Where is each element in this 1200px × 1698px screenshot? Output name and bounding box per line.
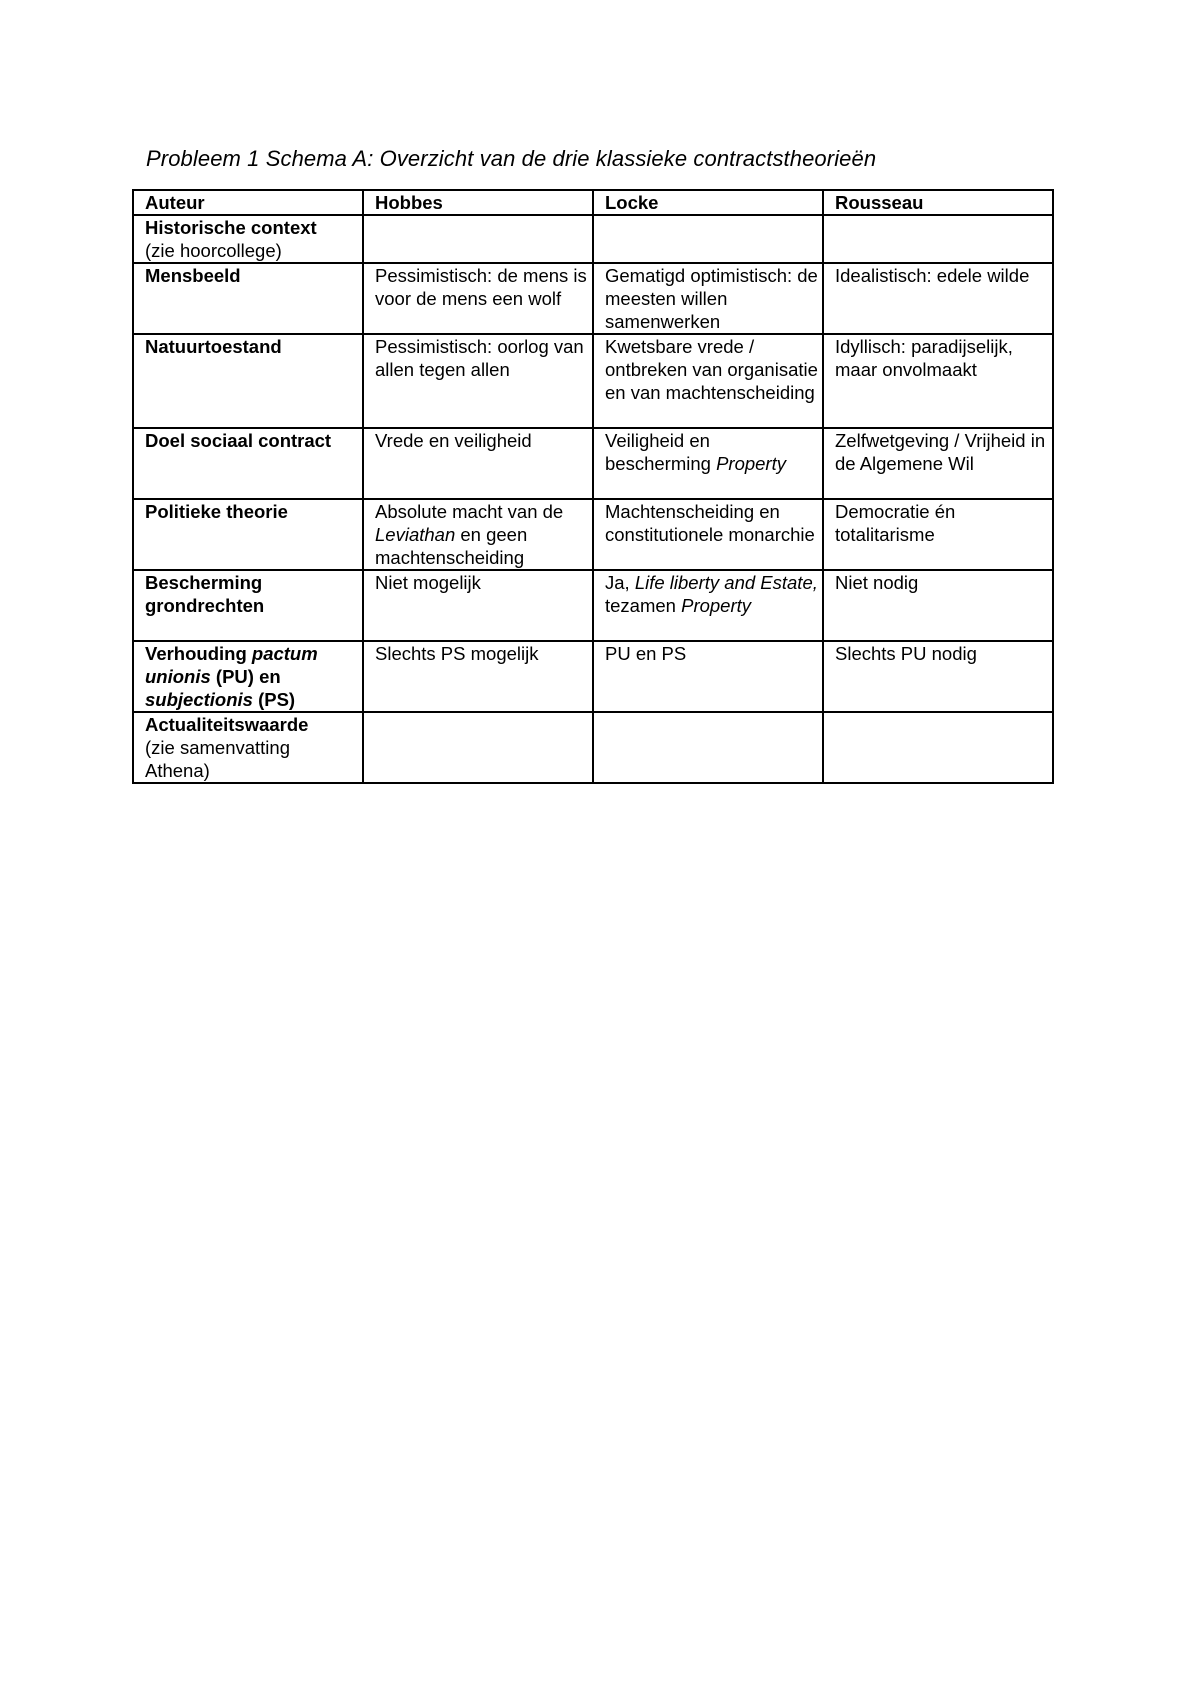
table-row <box>133 570 1053 641</box>
cell-hobbes <box>363 215 593 263</box>
cell-locke: PU en PS <box>593 641 823 712</box>
row-label-text: Verhouding <box>145 643 252 664</box>
row-label-text: (PS) <box>252 689 296 710</box>
cell-hobbes: Niet mogelijk <box>363 570 593 641</box>
row-label-emphasis: subjectionis <box>145 689 253 710</box>
cell-emphasis: Property <box>716 453 786 474</box>
cell-locke <box>593 570 823 641</box>
cell-hobbes: Pessimistisch: oorlog van allen tegen allen <box>363 334 593 428</box>
row-label-verhouding <box>133 641 363 712</box>
cell-locke <box>593 215 823 263</box>
cell-locke: Machtenscheiding en constitutionele monarchie <box>593 499 823 570</box>
row-label-grondrechten: Bescherming grondrechten <box>133 570 363 641</box>
cell-emphasis: Leviathan <box>375 524 456 545</box>
row-label-historische-context <box>133 215 363 263</box>
table-row <box>133 215 1053 263</box>
header-rousseau: Rousseau <box>823 190 1053 215</box>
document-title: Probleem 1 Schema A: Overzicht van de drie klassieke contractstheorieën <box>146 146 877 171</box>
row-label-emphasis: pactum unionis <box>145 643 318 687</box>
table-row <box>133 712 1053 783</box>
cell-hobbes: Vrede en veiligheid <box>363 428 593 499</box>
row-label-natuurtoestand: Natuurtoestand <box>133 334 363 428</box>
table-row <box>133 334 1053 428</box>
cell-text: tezamen <box>605 595 682 616</box>
cell-rousseau: Democratie én totalitarisme <box>823 499 1053 570</box>
cell-hobbes <box>363 712 593 783</box>
header-locke: Locke <box>593 190 823 215</box>
cell-text: Veiligheid en bescherming <box>605 430 717 474</box>
cell-text: Absolute macht van de <box>375 501 564 522</box>
cell-emphasis: Life liberty and Estate, <box>634 572 818 593</box>
table-row <box>133 499 1053 570</box>
table-row <box>133 428 1053 499</box>
cell-rousseau: Idealistisch: edele wilde <box>823 263 1053 334</box>
cell-hobbes: Slechts PS mogelijk <box>363 641 593 712</box>
row-label-text: (PU) en <box>210 666 281 687</box>
cell-rousseau: Idyllisch: paradijselijk, maar onvolmaakt <box>823 334 1053 428</box>
cell-locke <box>593 712 823 783</box>
cell-rousseau: Slechts PU nodig <box>823 641 1053 712</box>
row-label-doel: Doel sociaal contract <box>133 428 363 499</box>
cell-rousseau <box>823 215 1053 263</box>
table-row <box>133 641 1053 712</box>
cell-hobbes <box>363 499 593 570</box>
row-label-text: Actualiteitswaarde <box>145 714 309 735</box>
table-header-row <box>133 190 1053 215</box>
header-auteur: Auteur <box>133 190 363 215</box>
cell-locke <box>593 428 823 499</box>
cell-rousseau: Zelfwetgeving / Vrijheid in de Algemene Wil <box>823 428 1053 499</box>
row-label-text: Historische context <box>145 217 317 238</box>
cell-rousseau: Niet nodig <box>823 570 1053 641</box>
row-label-actualiteit <box>133 712 363 783</box>
cell-emphasis: Property <box>681 595 752 616</box>
header-hobbes: Hobbes <box>363 190 593 215</box>
cell-text: Ja, <box>605 572 635 593</box>
row-label-politiek: Politieke theorie <box>133 499 363 570</box>
cell-rousseau <box>823 712 1053 783</box>
row-label-mensbeeld: Mensbeeld <box>133 263 363 334</box>
cell-locke: Gematigd optimistisch: de meesten willen samenwerken <box>593 263 823 334</box>
cell-text: en geen machtenscheiding <box>375 524 528 568</box>
row-label-note: (zie samenvatting Athena) <box>145 737 290 781</box>
cell-locke: Kwetsbare vrede / ontbreken van organisatie en van machtenscheiding <box>593 334 823 428</box>
cell-hobbes: Pessimistisch: de mens is voor de mens een wolf <box>363 263 593 334</box>
row-label-note: (zie hoorcollege) <box>145 240 282 261</box>
theories-table <box>132 189 1054 784</box>
table-row <box>133 263 1053 334</box>
